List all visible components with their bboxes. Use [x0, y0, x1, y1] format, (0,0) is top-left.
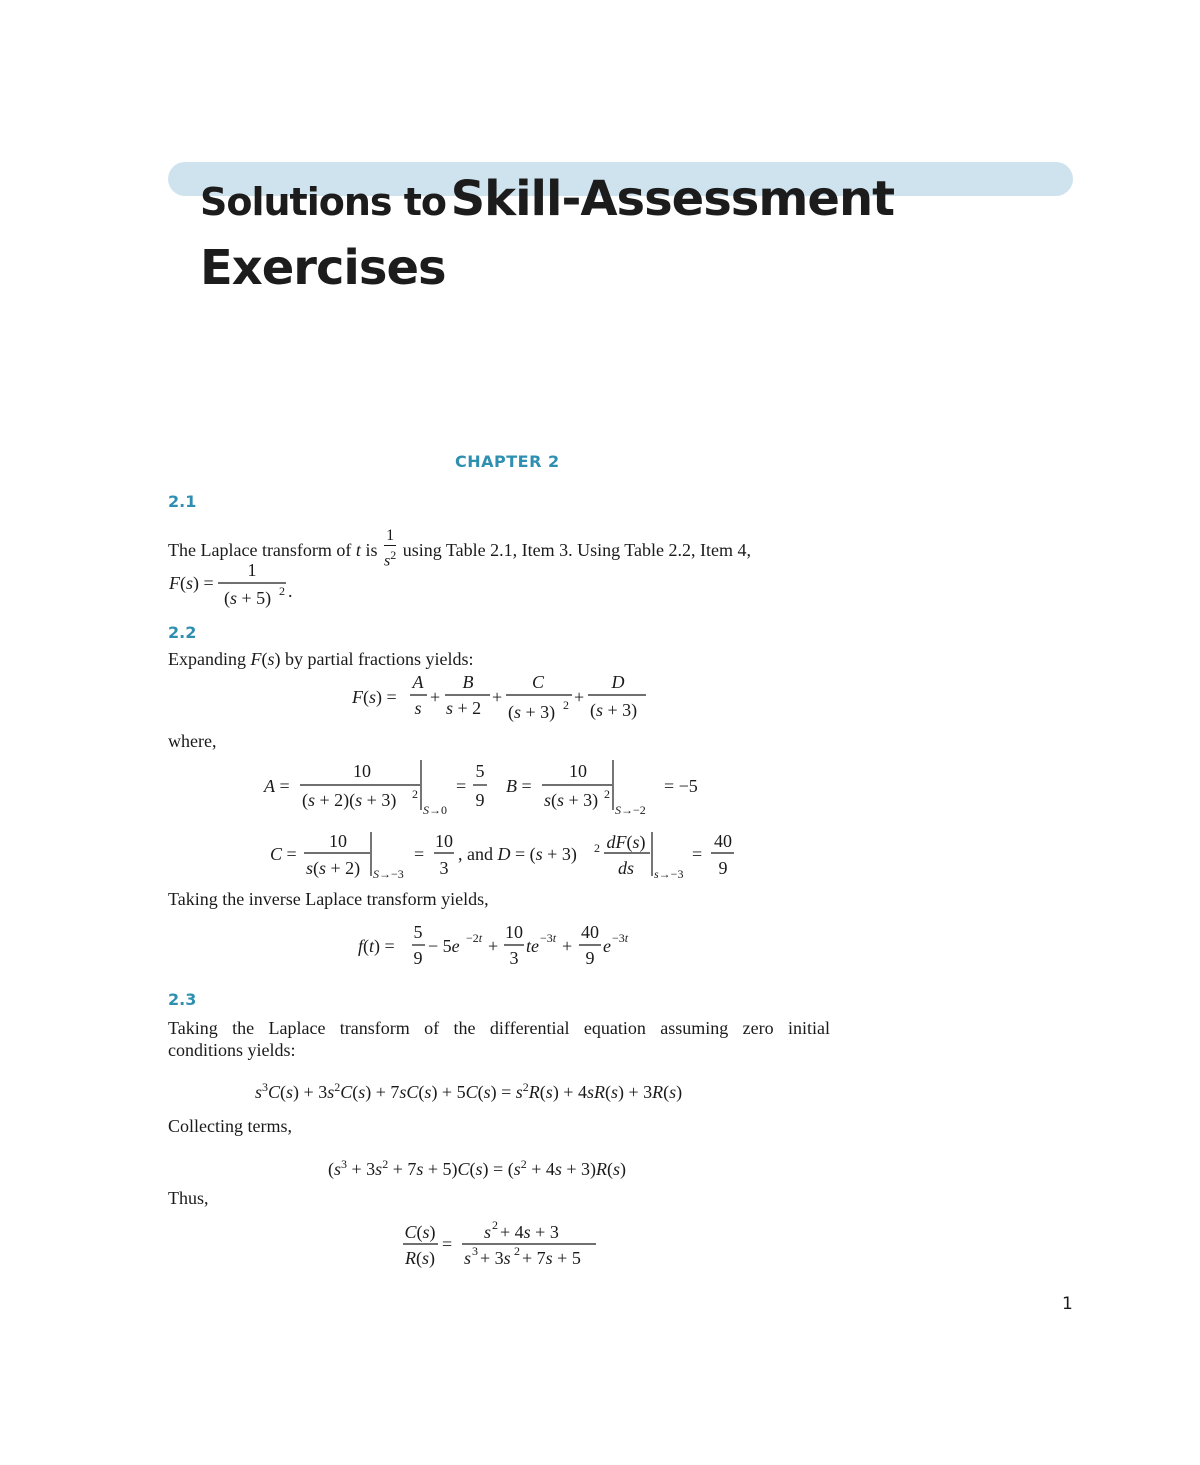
svg-text:1: 1: [247, 560, 257, 580]
svg-text:B =: B =: [506, 776, 532, 796]
section-heading-2-2: 2.2: [168, 623, 197, 642]
svg-text:9: 9: [585, 948, 595, 968]
svg-text:s(s + 2): s(s + 2): [306, 858, 361, 878]
svg-text:9: 9: [475, 790, 485, 810]
section-heading-2-3: 2.3: [168, 990, 197, 1009]
svg-text:40: 40: [581, 922, 599, 942]
svg-text:dF(s): dF(s): [606, 832, 646, 852]
svg-text:s: s: [464, 1248, 472, 1268]
svg-text:s(s + 3): s(s + 3): [544, 790, 599, 810]
svg-text:2: 2: [604, 787, 610, 801]
svg-text:3: 3: [472, 1244, 478, 1258]
section-heading-2-1: 2.1: [168, 492, 197, 511]
section-2-3-intro-line1: Taking the Laplace transform of the differential equation assuming zero initial: [168, 1018, 830, 1038]
section-2-2-intro: Expanding F(s) by partial fractions yields:: [168, 649, 474, 669]
section-2-3-thus-text: Thus,: [168, 1188, 209, 1208]
svg-text:−3t: −3t: [612, 931, 629, 945]
svg-text:s→−3: s→−3: [654, 867, 684, 881]
section-2-2-inverse-text: Taking the inverse Laplace transform yields,: [168, 889, 489, 909]
svg-text:C: C: [531, 672, 545, 692]
svg-text:te: te: [526, 936, 539, 956]
svg-text:3: 3: [439, 858, 449, 878]
svg-text:(s + 5): (s + 5): [224, 588, 272, 608]
page-title: Solutions to Skill-Assessment Exercises: [200, 171, 895, 296]
svg-text:5: 5: [475, 761, 485, 781]
equation-A-B: [260, 756, 720, 822]
svg-text:+ 7s + 5: + 7s + 5: [522, 1248, 581, 1268]
svg-text:F(s) =: F(s) =: [169, 573, 214, 593]
svg-text:9: 9: [718, 858, 728, 878]
section-2-3-collect-text: Collecting terms,: [168, 1116, 292, 1136]
svg-text:+: +: [492, 687, 503, 707]
svg-text:−2t: −2t: [466, 931, 483, 945]
svg-text:s: s: [414, 698, 422, 718]
svg-text:2: 2: [412, 787, 418, 801]
svg-text:(s + 3): (s + 3): [590, 700, 638, 720]
svg-text:=: =: [456, 776, 467, 796]
equation-collected: $(s^3 + 3s^2 + 7s + 5)C(s) = (s^2 + 4s + 3)R(s)$: [328, 1157, 627, 1179]
svg-text:10: 10: [353, 761, 371, 781]
svg-text:R(s): R(s): [404, 1248, 436, 1268]
svg-text:, and D = (s + 3): , and D = (s + 3): [458, 844, 577, 864]
svg-text:A: A: [412, 672, 424, 692]
svg-text:+: +: [574, 687, 585, 707]
svg-text:ds: ds: [617, 858, 635, 878]
svg-text:(s + 2)(s + 3): (s + 2)(s + 3): [302, 790, 397, 810]
svg-text:+: +: [562, 936, 573, 956]
svg-text:S→−2: S→−2: [615, 803, 646, 817]
svg-text:F(s) =: F(s) =: [352, 687, 397, 707]
svg-text:−3t: −3t: [540, 931, 557, 945]
svg-text:3: 3: [509, 948, 519, 968]
svg-text:(s + 3): (s + 3): [508, 702, 556, 722]
svg-text:9: 9: [413, 948, 423, 968]
svg-text:C =: C =: [270, 844, 297, 864]
svg-text:2: 2: [492, 1218, 498, 1232]
svg-text:10: 10: [329, 831, 347, 851]
svg-text:A =: A =: [264, 776, 290, 796]
svg-text:5: 5: [413, 922, 423, 942]
svg-text:10: 10: [435, 831, 453, 851]
svg-text:=: =: [442, 1234, 453, 1254]
svg-text:e: e: [603, 936, 611, 956]
equation-C-D: [268, 826, 748, 886]
svg-text:2: 2: [279, 584, 285, 598]
svg-text:C(s): C(s): [404, 1222, 436, 1242]
equation-f-of-t: [356, 920, 656, 976]
section-2-3-intro-line2: conditions yields:: [168, 1040, 296, 1060]
svg-text:=: =: [414, 844, 425, 864]
chapter-heading: CHAPTER 2: [455, 452, 560, 471]
svg-text:f(t) =: f(t) =: [358, 936, 395, 956]
svg-text:s: s: [484, 1222, 492, 1242]
svg-text:− 5e: − 5e: [428, 936, 460, 956]
fraction-1-over-s2: $\frac{1}{s^2}$: [383, 527, 397, 570]
equation-partial-fractions: [350, 668, 660, 726]
svg-text:D: D: [611, 672, 625, 692]
svg-text:10: 10: [569, 761, 587, 781]
svg-text:B: B: [462, 672, 474, 692]
svg-text:s + 2: s + 2: [446, 698, 482, 718]
svg-text:.: .: [288, 581, 293, 601]
svg-text:+ 3s: + 3s: [480, 1248, 511, 1268]
svg-text:2: 2: [594, 841, 600, 855]
svg-text:S→0: S→0: [423, 803, 447, 817]
page-number: 1: [1062, 1294, 1073, 1314]
section-2-1-text: The Laplace transform of t is $\frac{1}{s^2}$ using Table 2.1, Item 3. Using Table 2.2, Item 4,: [168, 527, 751, 570]
svg-text:+: +: [488, 936, 499, 956]
svg-text:S→−3: S→−3: [373, 867, 404, 881]
equation-transfer-function: [400, 1218, 610, 1270]
svg-text:+ 4s + 3: + 4s + 3: [500, 1222, 559, 1242]
svg-text:=: =: [692, 844, 703, 864]
svg-text:40: 40: [714, 831, 732, 851]
equation-2-1: [168, 556, 328, 614]
svg-text:2: 2: [514, 1244, 520, 1258]
svg-text:2: 2: [563, 698, 569, 712]
equation-laplace-de: $s^3C(s) + 3s^2C(s) + 7sC(s) + 5C(s) = s^2R(s) + 4sR(s) + 3R(s)$: [255, 1080, 683, 1102]
svg-text:+: +: [430, 687, 441, 707]
svg-text:= −5: = −5: [664, 776, 698, 796]
section-2-2-where: where,: [168, 731, 217, 751]
svg-text:10: 10: [505, 922, 523, 942]
